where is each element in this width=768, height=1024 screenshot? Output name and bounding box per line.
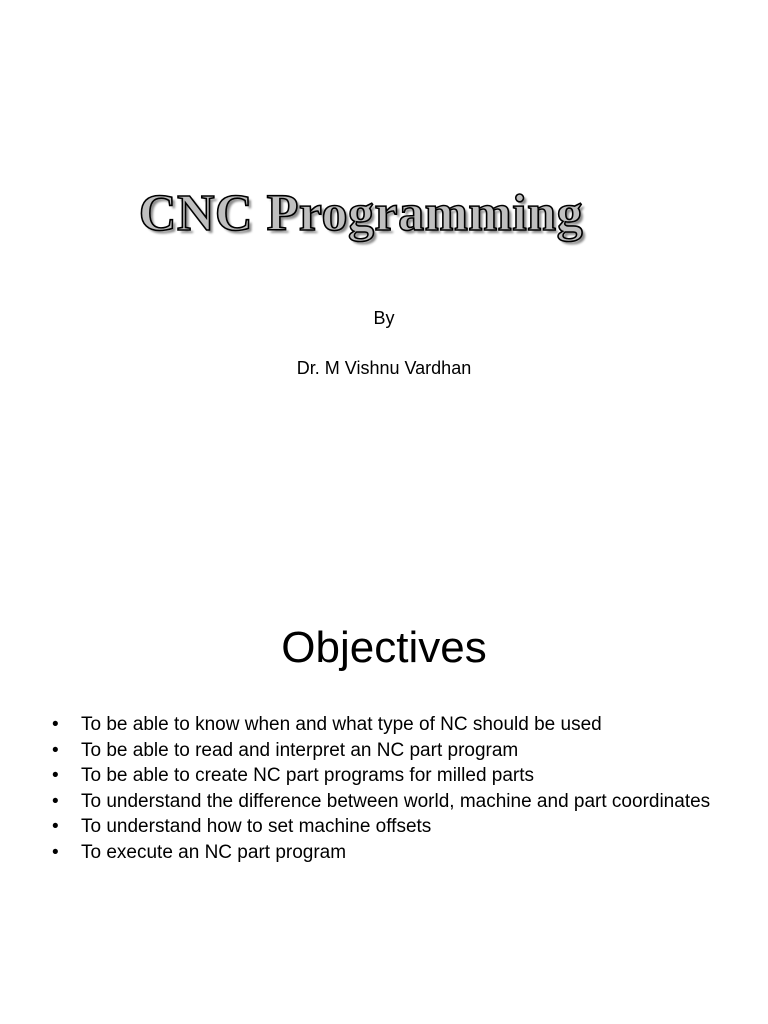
list-item-text: To execute an NC part program xyxy=(81,841,347,863)
bullet-icon: • xyxy=(52,816,59,837)
bullet-icon: • xyxy=(52,841,59,863)
objectives-heading: Objectives xyxy=(281,623,487,672)
list-item-text: To be able to read and interpret an NC part program xyxy=(81,739,519,761)
list-item xyxy=(52,715,728,735)
bullet-icon: • xyxy=(52,765,59,786)
list-item xyxy=(52,792,728,812)
list-item-text: To be able to know when and what type of NC should be used xyxy=(81,714,602,735)
list-item xyxy=(52,817,728,837)
list-item-text: To understand how to set machine offsets xyxy=(81,816,432,837)
list-item-text: To understand the difference between world, machine and part coordinates xyxy=(81,790,711,812)
list-item xyxy=(52,843,728,863)
list-item-text: To be able to create NC part programs for milled parts xyxy=(81,765,535,786)
list-item xyxy=(52,741,728,761)
bullet-icon: • xyxy=(52,714,59,735)
bullet-icon: • xyxy=(52,790,59,812)
slide-title: CNC Programming xyxy=(138,185,584,242)
bullet-icon: • xyxy=(52,739,59,761)
objectives-list xyxy=(52,715,728,868)
objectives-slide xyxy=(0,512,768,1024)
list-item xyxy=(52,766,728,786)
author-name: Dr. M Vishnu Vardhan xyxy=(296,358,472,378)
by-label: By xyxy=(373,308,395,328)
